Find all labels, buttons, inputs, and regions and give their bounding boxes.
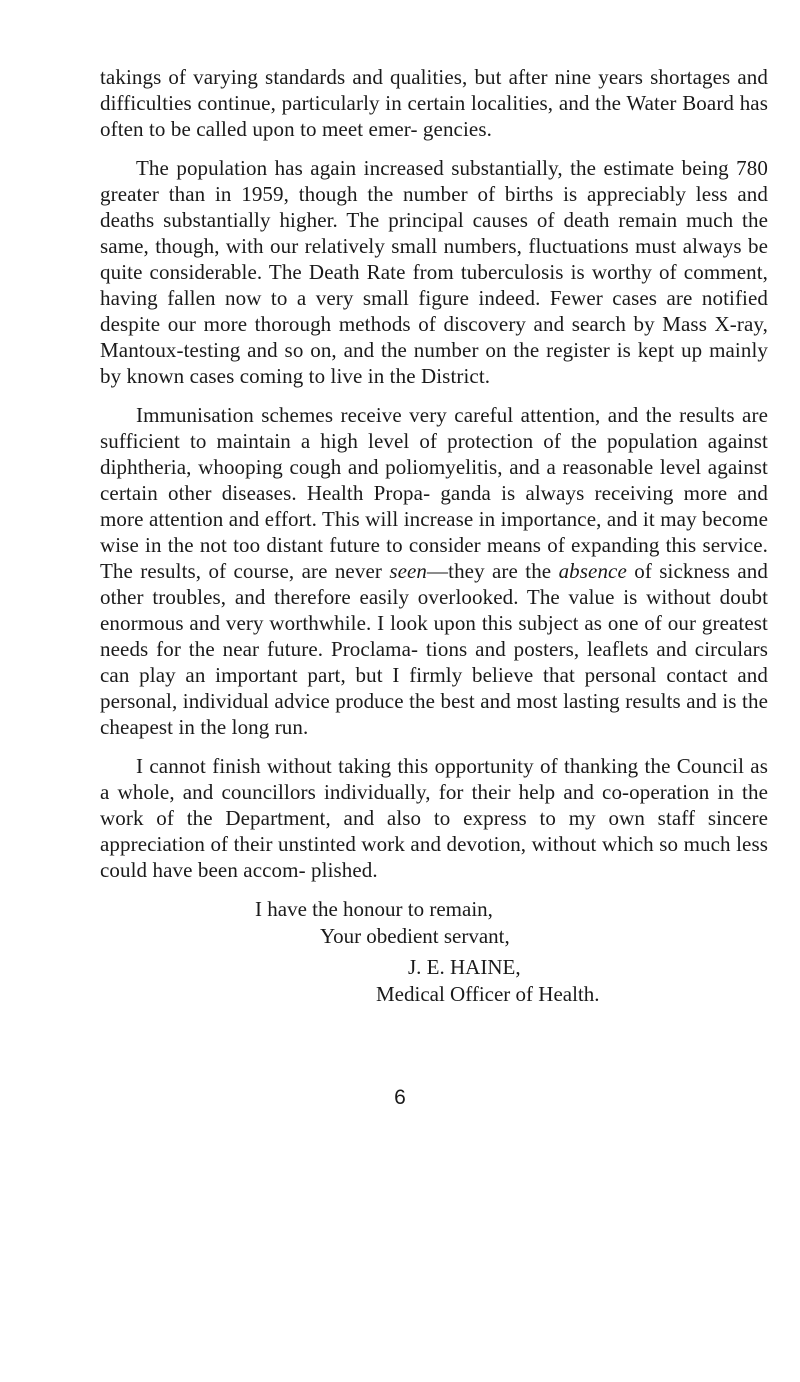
paragraph-thanks: I cannot finish without taking this opportunity of thanking the Council as a whole, and councillors individually, for their help and co-operation in the work of the Department, and also to express to my own staff sincere appreciation of their unstinted work and devotion, without which so much less could have been accom- plished. bbox=[100, 754, 768, 882]
letter-closing bbox=[100, 896, 768, 1008]
paragraph-population: The population has again increased substantially, the estimate being 780 greater than in 1959, though the number of births is appreciably less and deaths substantially higher. The principal causes of death remain much the same, though, with our relatively small numbers, fluctuations must always be quite considerable. The Death Rate from tuberculosis is worthy of comment, having fallen now to a very small figure indeed. Fewer cases are notified despite our more thorough methods of discovery and search by Mass X-ray, Mantoux-testing and so on, and the number on the register is kept up mainly by known cases coming to live in the District. bbox=[100, 156, 768, 388]
signature-name: J. E. HAINE, bbox=[408, 955, 521, 979]
page-number: 6 bbox=[394, 1086, 406, 1109]
signature-title: Medical Officer of Health. bbox=[376, 982, 600, 1006]
emphasis-seen: seen bbox=[389, 559, 428, 583]
emphasis-absence: absence bbox=[558, 559, 627, 583]
paragraph-immunisation bbox=[100, 402, 768, 740]
paragraph-immunisation-part-a: Immunisation schemes receive very careful attention, and the results are sufficient to maintain a high level of protection of the population against diphtheria, whooping cough and poliomyelitis, and a reasonable level against certain other diseases. Health Propa- ganda is always receiving more and more attention and effort. This will increase in importance, and it may become wise in the not too distant future to consider means of expanding this service. The results, of course, are never bbox=[100, 403, 768, 583]
paragraph-immunisation-part-b: —they are the bbox=[427, 559, 559, 583]
closing-line-honour: I have the honour to remain, bbox=[255, 897, 493, 921]
paragraph-water-supply: takings of varying standards and qualities, but after nine years shortages and difficulties continue, particularly in certain localities, and the Water Board has often to be called upon to meet emer- gencies. bbox=[100, 65, 768, 141]
document-body bbox=[100, 64, 768, 1008]
paragraph-immunisation-part-c: of sickness and other troubles, and therefore easily overlooked. The value is without doubt enormous and very worthwhile. I look upon this subject as one of our greatest needs for the near future. Proclama- tions and posters, leaflets and circulars can play an important part, but I firmly believe that personal contact and personal, individual advice produce the best and most lasting results and is the cheapest in the long run. bbox=[100, 559, 768, 739]
closing-line-servant: Your obedient servant, bbox=[320, 924, 510, 948]
